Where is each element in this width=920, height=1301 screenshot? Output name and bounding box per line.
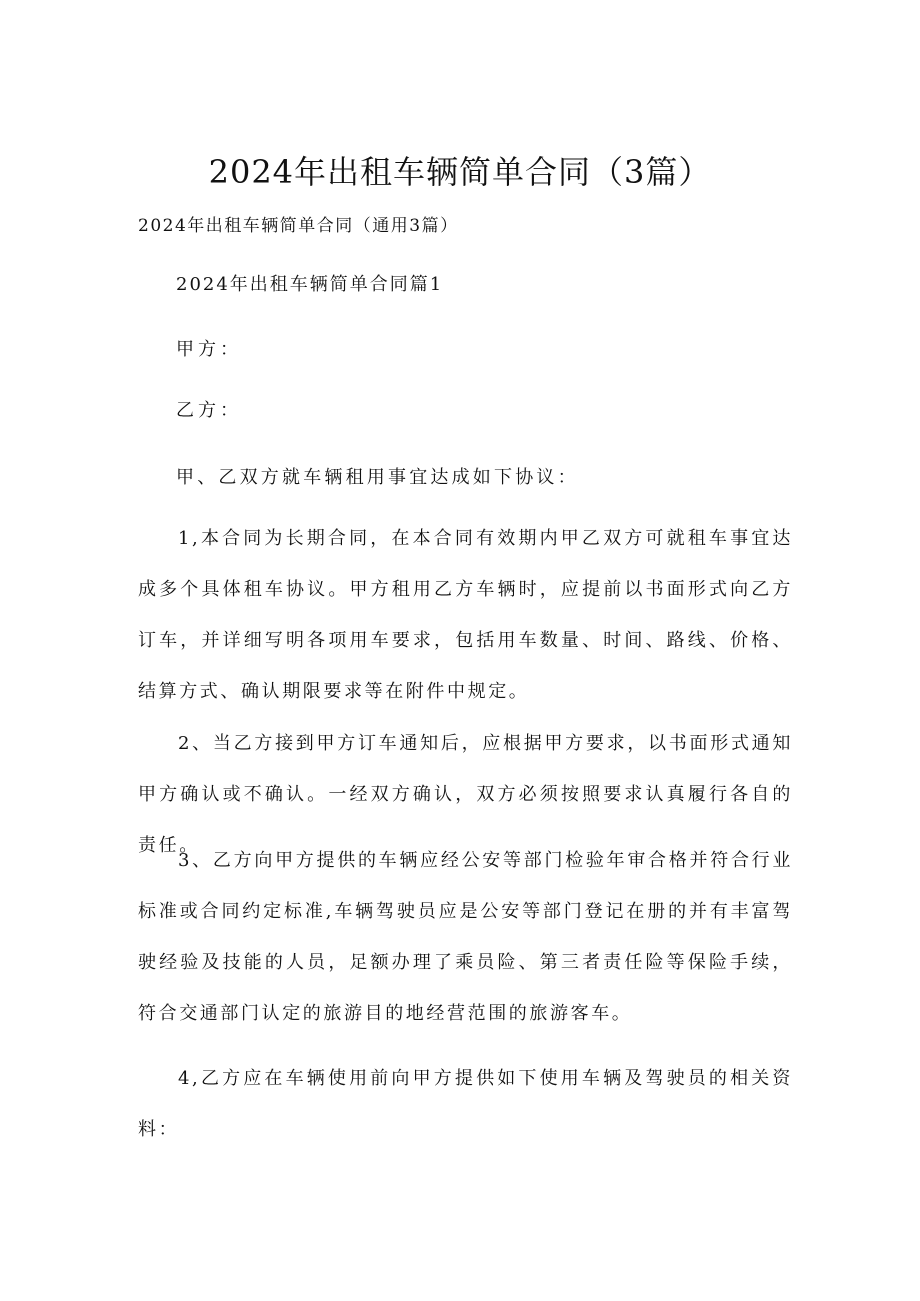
document-title: 2024年出租车辆简单合同（3篇）	[208, 153, 712, 191]
party-b-label: 乙方：	[176, 400, 242, 421]
clause-1: 1,本合同为长期合同，在本合同有效期内甲乙双方可就租车事宜达成多个具体租车协议。甲方租用乙方车辆时，应提前以书面形式向乙方订车，并详细写明各项用车要求，包括用车数量、时间、路线、价格、结算方式、确认期限要求等在附件中规定。	[138, 528, 793, 702]
clause-2: 2、当乙方接到甲方订车通知后，应根据甲方要求，以书面形式通知甲方确认或不确认。一经双方确认，双方必须按照要求认真履行各自的责任。	[138, 733, 793, 856]
clause-4: 4,乙方应在车辆使用前向甲方提供如下使用车辆及驾驶员的相关资料：	[138, 1068, 793, 1140]
party-a-label: 甲方：	[176, 339, 242, 360]
document-subtitle: 2024年出租车辆简单合同（通用3篇）	[138, 216, 459, 236]
clause-3: 3、乙方向甲方提供的车辆应经公安等部门检验年审合格并符合行业标准或合同约定标准,车辆驾驶员应是公安等部门登记在册的并有丰富驾驶经验及技能的人员，足额办理了乘员险、第三者责任险等保险手续，符合交通部门认定的旅游目的地经营范围的旅游客车。	[138, 850, 793, 1024]
section-heading: 2024年出租车辆简单合同篇1	[176, 274, 444, 295]
intro-paragraph: 甲、乙双方就车辆租用事宜达成如下协议：	[176, 467, 579, 488]
